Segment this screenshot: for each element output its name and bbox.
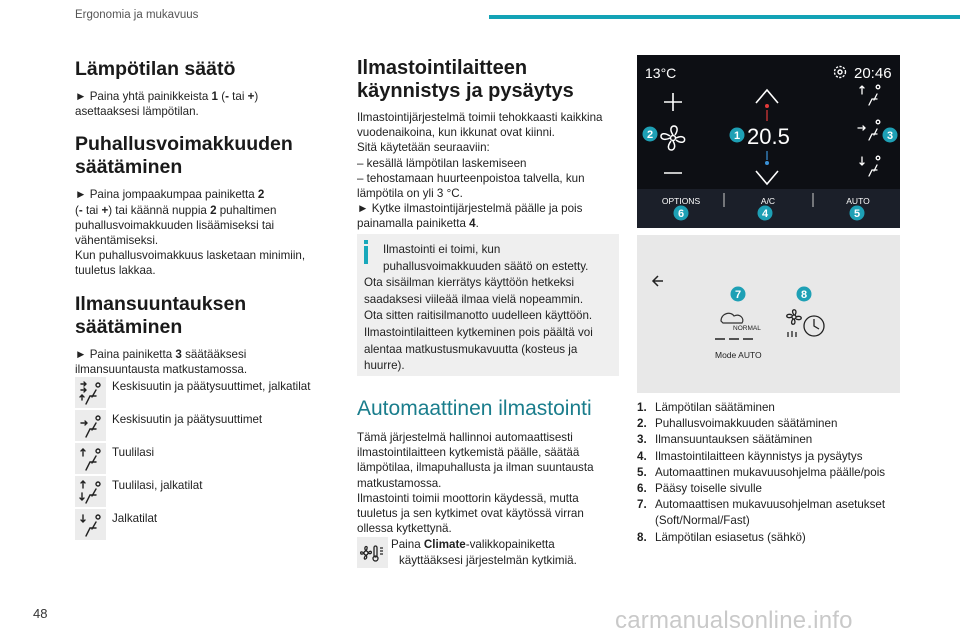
callout-badge-3 bbox=[883, 128, 898, 143]
legend-item: 2. Puhallusvoimakkuuden säätäminen bbox=[637, 417, 838, 431]
windshield-airflow-icon bbox=[75, 443, 106, 474]
climate-screen-main bbox=[637, 55, 900, 228]
svg-text:5: 5 bbox=[853, 208, 861, 220]
temperature-blue-dot bbox=[765, 161, 769, 165]
temperature-down-button[interactable] bbox=[756, 171, 778, 184]
callout-badge-5 bbox=[850, 206, 865, 221]
climate-menu-text: Paina Climate-valikkopainiketta käyttääksesi järjestelmän kytkimiä. bbox=[391, 538, 577, 567]
svg-text:6: 6 bbox=[677, 208, 685, 220]
header-accent-bar bbox=[489, 15, 960, 19]
auto-button[interactable]: AUTO bbox=[846, 196, 870, 206]
ac-button[interactable]: A/C bbox=[760, 196, 776, 206]
air-direction-options bbox=[75, 377, 325, 540]
legend-item: 4. Ilmastointilaitteen käynnistys ja pysäytys bbox=[637, 449, 863, 463]
svg-text:7: 7 bbox=[734, 289, 742, 301]
climate-menu-icon bbox=[357, 537, 388, 568]
legend-item: (Soft/Normal/Fast) bbox=[655, 514, 750, 528]
svg-text:4: 4 bbox=[761, 208, 769, 220]
airflow-vents-icon[interactable] bbox=[858, 120, 880, 140]
clock: 20:46 bbox=[854, 65, 892, 82]
option-label: Tuulilasi, jalkatilat bbox=[112, 479, 203, 493]
electric-preheat-button[interactable] bbox=[787, 310, 824, 337]
outside-temperature: 13°C bbox=[645, 65, 677, 81]
auto-comfort-mode-button[interactable] bbox=[715, 313, 761, 339]
ac-description: Ilmastointijärjestelmä toimii tehokkaasti kaikkina vuodenaikoina, kun ikkunat ovat kiinni. Sitä käytetään seuraaviin: – kesällä lämpötilan laskemiseen – tehostamaan huurteenpoistoa talvella, kun lämpötila on yli 3 °C. ► Kytke ilmastointijärjestelmä päälle ja pois painamalla painiketta 4. bbox=[357, 111, 603, 231]
section-title-ac: Ilmastointilaitteen käynnistys ja pysäytys bbox=[357, 57, 574, 102]
column-middle bbox=[357, 57, 619, 232]
option-label: Tuulilasi bbox=[112, 446, 155, 460]
airflow-feet-icon[interactable] bbox=[860, 156, 880, 176]
fan-icon[interactable] bbox=[661, 126, 685, 150]
feet-airflow-icon bbox=[75, 509, 106, 540]
running-header: Ergonomia ja mukavuus bbox=[75, 9, 199, 21]
section-title-auto: Automaattinen ilmastointi bbox=[357, 397, 592, 420]
back-arrow-icon[interactable] bbox=[653, 276, 663, 286]
option-label: Keskisuutin ja päätysuuttimet bbox=[112, 413, 263, 427]
option-row bbox=[75, 443, 325, 474]
fan-increase-button[interactable] bbox=[664, 93, 682, 111]
airflow-windshield-icon[interactable] bbox=[860, 85, 880, 105]
section-title-air-direction: Ilmansuuntauksen säätäminen bbox=[75, 292, 247, 338]
svg-text:8: 8 bbox=[800, 289, 808, 301]
windshield-center-side-feet-airflow-icon bbox=[75, 377, 106, 408]
callout-badge-6 bbox=[674, 206, 689, 221]
legend-list bbox=[637, 400, 927, 546]
auto-climate-section bbox=[357, 397, 619, 568]
svg-text:1: 1 bbox=[733, 130, 741, 142]
temperature-red-dot bbox=[765, 104, 769, 108]
legend-item: 7. Automaattisen mukavuusohjelman asetukset bbox=[637, 498, 886, 512]
legend-item: 8. Lämpötilan esiasetus (sähkö) bbox=[637, 530, 806, 544]
climate-screen-auto bbox=[637, 235, 900, 393]
page-number: 48 bbox=[33, 606, 48, 621]
option-row bbox=[75, 410, 325, 441]
set-temperature: 20.5 bbox=[747, 124, 790, 149]
option-row bbox=[75, 476, 325, 507]
option-row bbox=[75, 377, 325, 408]
legend-item: 5. Automaattinen mukavuusohjelma päälle/pois bbox=[637, 465, 886, 479]
mode-auto-label: Mode AUTO bbox=[715, 350, 762, 360]
svg-text:3: 3 bbox=[886, 130, 894, 142]
legend-item: 3. Ilmansuuntauksen säätäminen bbox=[637, 433, 813, 447]
section-title-temperature: Lämpötilan säätö bbox=[75, 58, 236, 80]
section-title-fan: Puhallusvoimakkuuden säätäminen bbox=[75, 133, 293, 179]
svg-text:2: 2 bbox=[646, 129, 654, 141]
callout-badge-8 bbox=[797, 287, 812, 302]
callout-badge-4 bbox=[758, 206, 773, 221]
fan-instruction: ► Paina jompaakumpaa painiketta 2 (- tai +) tai käännä nuppia 2 puhaltimen puhallusvoimakkuuden lisäämiseksi tai vähentämiseksi. Kun puhallusvoimakkuus lasketaan minimiin, tuuletus lakkaa. bbox=[75, 188, 306, 278]
center-side-vents-airflow-icon bbox=[75, 410, 106, 441]
callout-badge-2 bbox=[643, 127, 658, 142]
info-note bbox=[357, 234, 619, 376]
normal-label: NORMAL bbox=[733, 325, 761, 332]
options-button[interactable]: OPTIONS bbox=[661, 196, 701, 206]
watermark: carmanualsonline.info bbox=[615, 607, 853, 634]
callout-badge-1 bbox=[730, 128, 745, 143]
climate-menu-row bbox=[357, 537, 619, 568]
column-left bbox=[75, 52, 325, 540]
settings-icon[interactable] bbox=[835, 67, 846, 78]
callout-badge-7 bbox=[731, 287, 746, 302]
note-text: Ilmastointi ei toimi, kun puhallusvoimakkuuden säätö on estetty. Ota sisäilman kierrätys käyttöön hetkeksi saadaksesi viileää ilmaa vielä nopeammin. Ota sitten raitisilmanotto uudelleen käyttöön. Ilmastointilaitteen kytkeminen pois päältä voi alentaa matkustusmukavuutta (kosteus ja huurre). bbox=[364, 243, 593, 373]
option-row bbox=[75, 509, 325, 540]
option-label: Jalkatilat bbox=[112, 512, 158, 526]
auto-description: Tämä järjestelmä hallinnoi automaattisesti ilmastointilaitteen kytkemistä päälle, säätää lämpötilaa, ilmapuhallusta ja ilman suuntausta matkustamossa. Ilmastointi toimii moottorin käydessä, mutta tuuletus ja sen kytkimet ovat käytössä virran ollessa kytkettynä. bbox=[357, 431, 594, 536]
legend-item: 1. Lämpötilan säätäminen bbox=[637, 401, 775, 414]
temperature-instruction: ► Paina yhtä painikkeista 1 (- tai +) asettaaksesi lämpötilan. bbox=[75, 90, 259, 119]
air-direction-instruction: ► Paina painiketta 3 säätääksesi ilmansuuntausta matkustamossa. bbox=[75, 347, 248, 376]
option-label: Keskisuutin ja päätysuuttimet, jalkatilat bbox=[112, 380, 311, 394]
legend-item: 6. Pääsy toiselle sivulle bbox=[637, 482, 762, 496]
temperature-up-button[interactable] bbox=[756, 90, 778, 103]
windshield-feet-airflow-icon bbox=[75, 476, 106, 507]
